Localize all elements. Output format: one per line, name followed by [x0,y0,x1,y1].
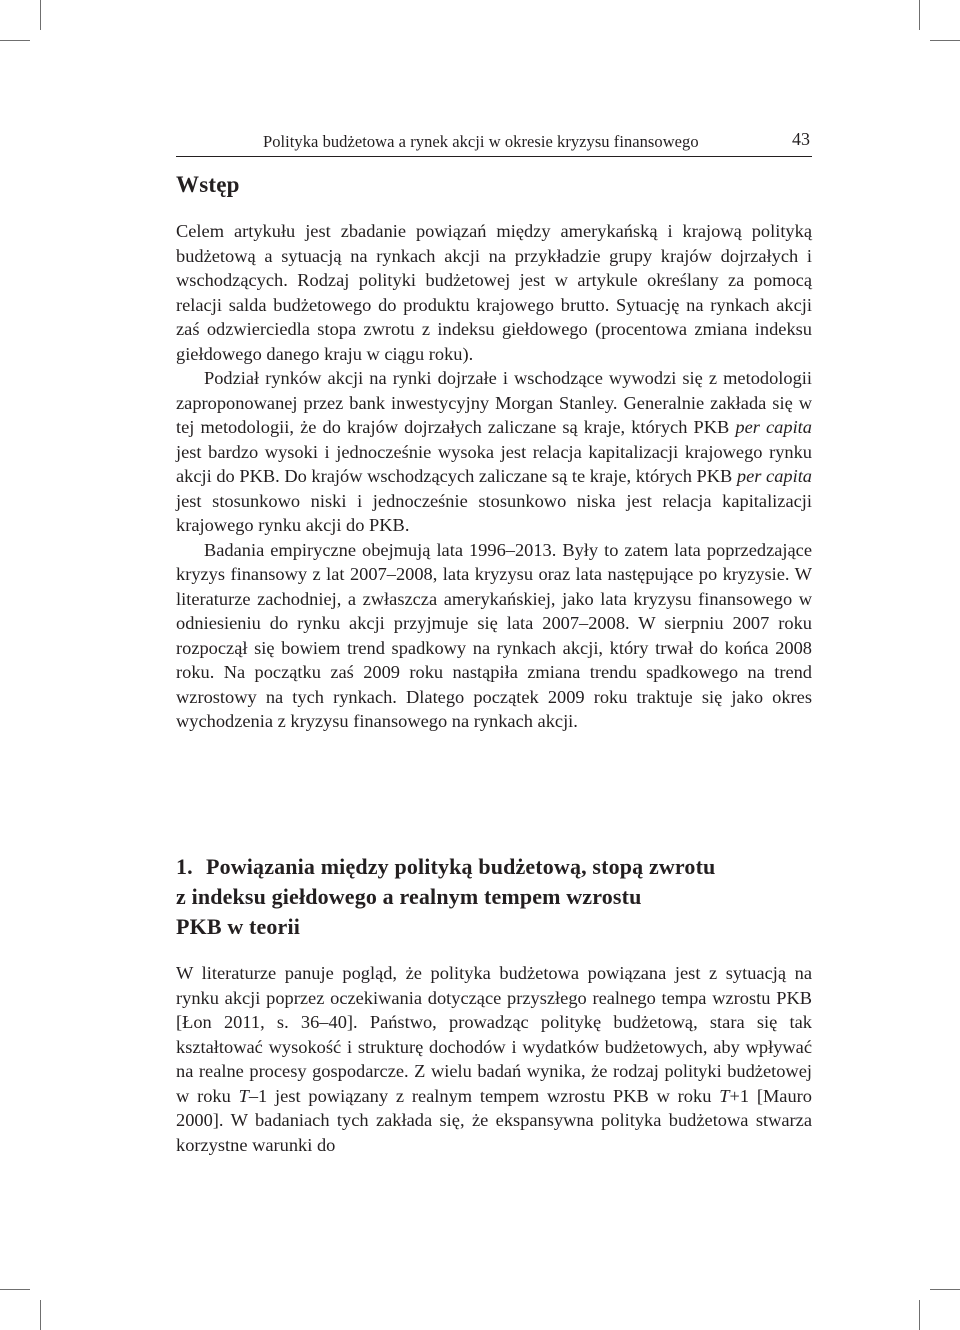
section-heading-line-1: Powiązania między polityką budżetową, stopą zwrotu [206,854,716,879]
italic-term: per capita [736,466,812,486]
section-heading-line-3: PKB w teorii [176,914,300,939]
text-run: jest bardzo wysoki i jednocześnie wysoka jest relacja kapitalizacji krajowego rynku akcji do PKB. Do krajów wschodzących zaliczane są te kraje, których PKB [176,441,812,486]
section-paragraph-1 [176,961,812,1157]
text-run: W literaturze panuje pogląd, że polityka budżetowa powiązana jest z sytuacją na rynku akcji poprzez oczekiwania dotyczące przyszłego realnego tempa wzrostu PKB [Łon 2011, s. 36–40]. Państwo, prowadząc politykę budżetową, stara się tak kształtować wysokość i strukturę dochodów i wydatków budżetowych, aby wpływać na realne procesy gospodarcze. Z wielu badań wynika, że rodzaj polityki budżetowej w roku [176,963,812,1106]
page-number: 43 [792,129,810,149]
crop-mark [40,0,41,30]
intro-paragraph-2 [176,366,812,538]
crop-mark [0,1289,30,1290]
running-header [176,128,812,157]
section-heading [176,852,812,942]
intro-body [176,219,812,734]
crop-mark [0,40,30,41]
section-number: 1. [176,854,193,879]
running-title: Polityka budżetowa a rynek akcji w okresie kryzysu finansowego [263,132,699,151]
crop-mark [930,40,960,41]
text-run: +1 [Mauro 2000]. W badaniach tych zakłada się, że ekspansywna polityka budżetowa stwarza korzystne warunki do [176,1085,812,1155]
italic-variable: T [238,1085,249,1106]
intro-paragraph-3: Badania empiryczne obejmują lata 1996–2013. Były to zatem lata poprzedzające kryzys finansowy z lat 2007–2008, lata kryzysu oraz lata następujące po kryzysie. W literaturze zachodniej, a zwłaszcza amerykańskiej, jako lata kryzysu finansowego w odniesieniu do rynku akcji przyjmuje się lata 2007–2008. W sierpniu 2007 roku rozpoczął się bowiem trend spadkowy na rynkach akcji, który trwał do końca 2008 roku. Na początku zaś 2009 roku nastąpiła zmiana trendu spadkowego na trend wzrostowy na tych rynkach. Dlatego początek 2009 roku traktuje się jako okres wychodzenia z kryzysu finansowego na rynkach akcji. [176,539,812,731]
intro-heading: Wstęp [176,172,240,197]
crop-mark [919,1300,920,1330]
italic-variable: T [719,1085,730,1106]
text-run: jest stosunkowo niski i jednocześnie stosunkowo niska jest relacja kapitalizacji krajowego rynku akcji do PKB. [176,490,812,535]
intro-paragraph-1: Celem artykułu jest zbadanie powiązań między amerykańską i krajową polityką budżetową a sytuacją na rynkach akcji na przykładzie grupy krajów dojrzałych i wschodzących. Rodzaj polityki budżetowej jest w artykule określany za pomocą relacji salda budżetowego do produktu krajowego brutto. Sytuację na rynkach akcji zaś odzwierciedla stopa zwrotu z indeksu giełdowego (procentowa zmiana indeksu giełdowego danego kraju w ciągu roku). [176,221,812,364]
crop-mark [930,1289,960,1290]
crop-mark [40,1300,41,1330]
crop-mark [919,0,920,30]
section-body [176,961,812,1157]
italic-term: per capita [735,417,812,437]
text-run: Podział rynków akcji na rynki dojrzałe i wschodzące wywodzi się z metodologii zaproponowanej przez bank inwestycyjny Morgan Stanley. Generalnie zakłada się w tej metodologii, że do krajów dojrzałych zaliczane są kraje, których PKB [176,368,812,437]
section-heading-line-2: z indeksu giełdowego a realnym tempem wzrostu [176,884,642,909]
text-run: –1 jest powiązany z realnym tempem wzrostu PKB w roku [248,1085,712,1106]
